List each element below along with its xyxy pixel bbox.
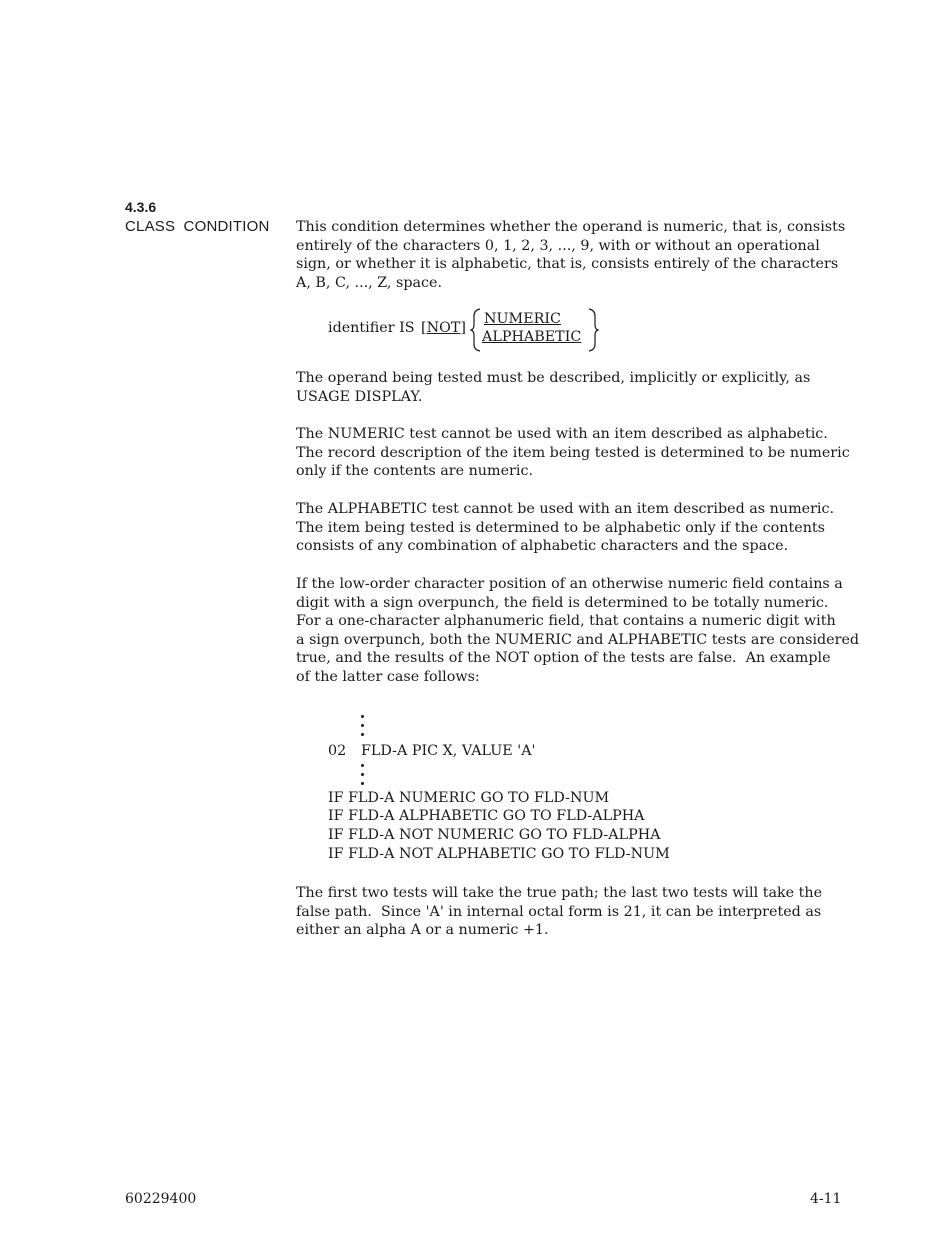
text-line: If the low-order character position of an otherwise numeric field contains a bbox=[296, 576, 843, 592]
vertical-ellipsis-icon bbox=[360, 715, 366, 742]
overpunch-paragraph bbox=[296, 575, 866, 687]
usage-paragraph bbox=[296, 369, 866, 406]
format-not-option bbox=[421, 320, 466, 336]
conclusion-paragraph bbox=[296, 884, 866, 940]
format-prefix: identifier IS bbox=[328, 320, 415, 336]
text-line: The ALPHABETIC test cannot be used with an item described as numeric. bbox=[296, 501, 835, 517]
text-line: a sign overpunch, both the NUMERIC and ALPHABETIC tests are considered bbox=[296, 631, 860, 648]
text-line: USAGE DISPLAY. bbox=[296, 388, 423, 405]
section-title: CLASS CONDITION bbox=[125, 218, 270, 235]
text-line: For a one-character alphanumeric field, that contains a numeric digit with bbox=[296, 613, 836, 630]
right-brace-icon bbox=[587, 308, 599, 352]
not-keyword: NOT bbox=[426, 320, 461, 336]
text-line: The operand being tested must be described, implicitly or explicitly, as bbox=[296, 370, 811, 386]
text-line: The NUMERIC test cannot be used with an item described as alphabetic. bbox=[296, 426, 828, 442]
text-line: The first two tests will take the true path; the last two tests will take the bbox=[296, 885, 823, 901]
page-number: 4-11 bbox=[810, 1191, 842, 1207]
text-line: true, and the results of the NOT option of the tests are false. An example bbox=[296, 650, 831, 667]
code-statement: IF FLD-A NOT NUMERIC GO TO FLD-ALPHA bbox=[328, 827, 661, 843]
numeric-test-paragraph bbox=[296, 425, 866, 481]
document-number: 60229400 bbox=[125, 1191, 197, 1207]
text-line: This condition determines whether the operand is numeric, that is, consists bbox=[296, 219, 846, 235]
code-statement: IF FLD-A NUMERIC GO TO FLD-NUM bbox=[328, 790, 610, 806]
code-statement: IF FLD-A ALPHABETIC GO TO FLD-ALPHA bbox=[328, 808, 645, 824]
code-declaration: FLD-A PIC X, VALUE 'A' bbox=[361, 743, 536, 759]
code-level-number: 02 bbox=[328, 743, 347, 759]
text-line: consists of any combination of alphabetic characters and the space. bbox=[296, 538, 789, 555]
text-line: entirely of the characters 0, 1, 2, 3, ..., 9, with or without an operational bbox=[296, 237, 820, 254]
section-number: 4.3.6 bbox=[125, 199, 157, 215]
text-line: The record description of the item being tested is determined to be numeric bbox=[296, 444, 850, 461]
text-line: of the latter case follows: bbox=[296, 668, 480, 685]
text-line: sign, or whether it is alphabetic, that is, consists entirely of the characters bbox=[296, 256, 839, 273]
format-option-alphabetic: ALPHABETIC bbox=[482, 329, 582, 345]
text-line: digit with a sign overpunch, the field is determined to be totally numeric. bbox=[296, 594, 829, 611]
not-bracket-close: ] bbox=[460, 320, 466, 336]
text-line: false path. Since 'A' in internal octal form is 21, it can be interpreted as bbox=[296, 903, 822, 920]
not-bracket-open: [ bbox=[421, 320, 427, 336]
code-statement: IF FLD-A NOT ALPHABETIC GO TO FLD-NUM bbox=[328, 846, 670, 862]
format-option-numeric: NUMERIC bbox=[484, 311, 561, 327]
vertical-ellipsis-icon bbox=[360, 764, 366, 791]
intro-paragraph bbox=[296, 218, 866, 292]
text-line: A, B, C, ..., Z, space. bbox=[296, 274, 443, 291]
left-brace-icon bbox=[470, 308, 482, 352]
text-line: The item being tested is determined to be alphabetic only if the contents bbox=[296, 519, 825, 536]
text-line: only if the contents are numeric. bbox=[296, 463, 533, 480]
alphabetic-test-paragraph bbox=[296, 500, 866, 556]
text-line: either an alpha A or a numeric +1. bbox=[296, 922, 549, 939]
